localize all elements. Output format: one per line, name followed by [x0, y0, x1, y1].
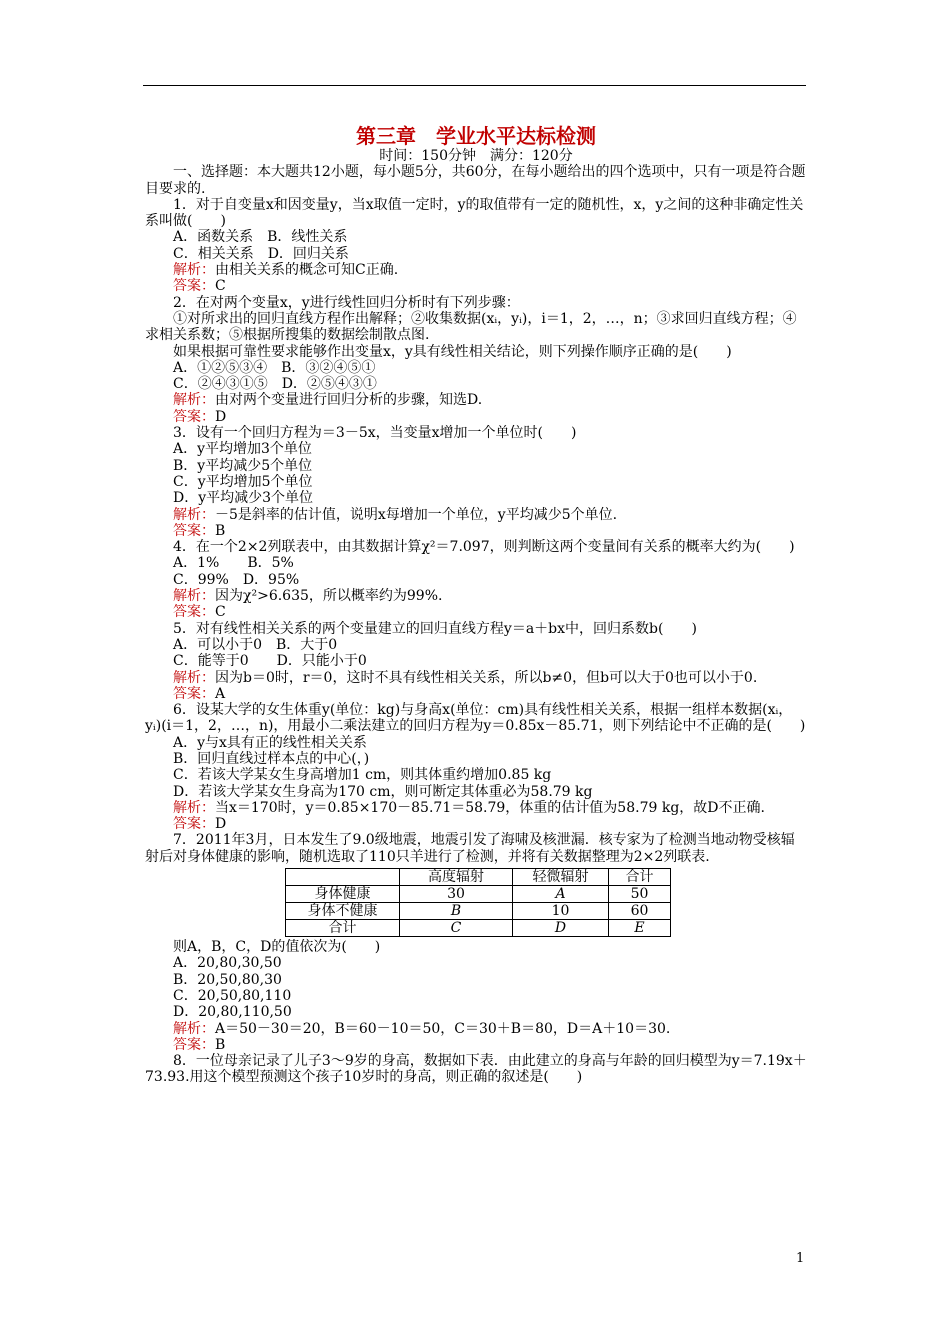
- q3-answer-value: B: [215, 522, 226, 539]
- q2-stem: 2．在对两个变量x，y进行线性回归分析时有下列步骤：: [173, 294, 520, 311]
- q2-question: 如果根据可靠性要求能够作出变量x，y具有线性相关结论，则下列操作顺序正确的是( ): [173, 343, 732, 360]
- q2-analysis: [145, 392, 807, 408]
- q4-answer-value: C: [215, 604, 226, 621]
- analysis-label: 解析：: [173, 669, 215, 686]
- q2-analysis-text: 由对两个变量进行回归分析的步骤，知选D.: [215, 392, 483, 409]
- q4-options-ab: A．1% B．5%: [173, 555, 294, 572]
- q2-answer-value: D: [215, 408, 227, 425]
- q6-option-d: D．若该大学某女生身高为170 cm，则可断定其体重必为58.79 kg: [173, 783, 593, 800]
- q3-option-a: A．y平均增加3个单位: [173, 441, 312, 458]
- q4-analysis: [145, 588, 807, 604]
- q6-option-a: A．y与x具有正的线性相关关系: [173, 734, 367, 751]
- q7-analysis: [145, 1021, 807, 1037]
- q1-options-ab: A．函数关系 B．线性关系: [173, 229, 348, 246]
- analysis-label: 解析：: [173, 506, 215, 523]
- section-intro: 一、选择题：本大题共12小题，每小题5分，共60分，在每小题给出的四个选项中，只有一项是符合题目要求的.: [145, 164, 806, 197]
- q6-option-c: C．若该大学某女生身高增加1 cm，则其体重约增加0.85 kg: [173, 767, 552, 784]
- q3-option-b: B．y平均减少5个单位: [173, 457, 313, 474]
- q3-option-c: C．y平均增加5个单位: [173, 473, 313, 490]
- q2-options-cd: C．②④③①⑤ D．②⑤④③①: [173, 376, 377, 393]
- q7-option-d: D．20,80,110,50: [173, 1004, 292, 1021]
- table-row: [286, 920, 671, 937]
- q5-stem: 5．对有线性相关关系的两个变量建立的回归直线方程y＝a＋bx中，回归系数b( ): [173, 620, 697, 637]
- table-cell: A: [513, 886, 609, 903]
- q5-options-ab: A．可以小于0 B．大于0: [173, 636, 338, 653]
- q7-stem: 7．2011年3月，日本发生了9.0级地震，地震引发了海啸及核泄漏．核专家为了检测当地动物受核辐射后对身体健康的影响，随机选取了110只羊进行了检测，并将有关数据整理为2×2列联表.: [145, 832, 795, 865]
- q5-answer: [145, 686, 807, 702]
- q5-answer-value: A: [215, 685, 226, 702]
- analysis-label: 解析：: [173, 1020, 215, 1037]
- q1-stem: 1．对于自变量x和因变量y，当x取值一定时，y的取值带有一定的随机性，x，y之间的这种非确定性关系叫做( ): [145, 196, 804, 230]
- q3-analysis: [145, 507, 807, 523]
- answer-label: 答案：: [173, 685, 215, 702]
- table-cell: C: [400, 920, 513, 937]
- table-cell: 身体不健康: [286, 903, 400, 920]
- q7-answer-value: B: [215, 1036, 226, 1053]
- q7-option-b: B．20,50,80,30: [173, 971, 282, 988]
- q1-analysis: [145, 262, 807, 278]
- q1-options-cd: C．相关关系 D．回归关系: [173, 245, 349, 262]
- q7-option-c: C．20,50,80,110: [173, 987, 292, 1004]
- q6-option-b: B．回归直线过样本点的中心(，): [173, 750, 370, 767]
- q6-analysis-text: 当x＝170时，y＝0.85×170－85.71＝58.79，体重的估计值为58.79 kg，故D不正确.: [215, 799, 765, 816]
- table-cell: E: [609, 920, 671, 937]
- table-cell: 30: [400, 886, 513, 903]
- q4-answer: [145, 604, 807, 620]
- analysis-label: 解析：: [173, 588, 215, 605]
- q7-answer: [145, 1037, 807, 1053]
- header-rule: [143, 85, 806, 86]
- table-header-cell: 高度辐射: [400, 869, 513, 886]
- q3-analysis-text: －5是斜率的估计值，说明x每增加一个单位，y平均减少5个单位.: [215, 506, 618, 523]
- q2-answer: [145, 409, 807, 425]
- q3-option-d: D．y平均减少3个单位: [173, 490, 314, 507]
- q7-analysis-text: A＝50－30＝20，B＝60－10＝50，C＝30＋B＝80，D＝A＋10＝30.: [215, 1020, 671, 1037]
- q6-stem: 6．设某大学的女生体重y(单位：kg)与身高x(单位：cm)具有线性相关关系，根据一组样本数据(xᵢ，yᵢ)(i＝1，2，…，n)，用最小二乘法建立的回归方程为y＝0.85x－85.71，则下列结论中不正确的是( ): [145, 702, 806, 735]
- document-body: [145, 124, 807, 1086]
- q1-answer: [145, 278, 807, 294]
- q8-stem: 8．一位母亲记录了儿子3～9岁的身高，数据如下表．由此建立的身高与年龄的回归模型为y＝7.19x＋73.93.用这个模型预测这个孩子10岁时的身高，则正确的叙述是( ): [145, 1053, 807, 1086]
- answer-label: 答案：: [173, 278, 215, 295]
- answer-label: 答案：: [173, 816, 215, 833]
- table-row: [286, 903, 671, 920]
- table-cell: 60: [609, 903, 671, 920]
- exam-info: 时间：150分钟 满分：120分: [379, 148, 573, 164]
- table-cell: D: [513, 920, 609, 937]
- analysis-label: 解析：: [173, 392, 215, 409]
- analysis-label: 解析：: [173, 262, 215, 279]
- answer-label: 答案：: [173, 1036, 215, 1053]
- table-row: [286, 886, 671, 903]
- table-cell: 合计: [286, 920, 400, 937]
- q4-stem: 4．在一个2×2列联表中，由其数据计算χ²＝7.097，则判断这两个变量间有关系的概率大约为( ): [173, 539, 795, 556]
- q5-analysis-text: 因为b＝0时，r＝0，这时不具有线性相关关系，所以b≠0，但b可以大于0也可以小于0.: [215, 669, 758, 686]
- q1-answer-value: C: [215, 278, 226, 295]
- q3-stem: 3．设有一个回归方程为＝3－5x，当变量x增加一个单位时( ): [173, 425, 577, 442]
- table-cell: B: [400, 903, 513, 920]
- answer-label: 答案：: [173, 522, 215, 539]
- table-header-cell: 轻微辐射: [513, 869, 609, 886]
- q3-answer: [145, 523, 807, 539]
- q2-options-ab: A．①②⑤③④ B．③②④⑤①: [173, 359, 376, 376]
- table-cell: 10: [513, 903, 609, 920]
- q5-analysis: [145, 670, 807, 686]
- q6-answer: [145, 816, 807, 832]
- table-header-row: [286, 869, 671, 886]
- q4-options-cd: C．99% D．95%: [173, 571, 300, 588]
- contingency-table: [285, 868, 671, 937]
- q2-steps: ①对所求出的回归直线方程作出解释；②收集数据(xᵢ，yᵢ)，i＝1，2，…，n；③求回归直线方程；④求相关系数；⑤根据所搜集的数据绘制散点图.: [145, 310, 797, 344]
- table-cell: 身体健康: [286, 886, 400, 903]
- q7-option-a: A．20,80,30,50: [173, 955, 282, 972]
- page-title: 第三章 学业水平达标检测: [356, 124, 596, 148]
- q4-analysis-text: 因为χ²>6.635，所以概率约为99%.: [215, 588, 443, 605]
- table-header-cell: 合计: [609, 869, 671, 886]
- analysis-label: 解析：: [173, 799, 215, 816]
- q7-question: 则A，B，C，D的值依次为( ): [173, 939, 381, 956]
- answer-label: 答案：: [173, 604, 215, 621]
- q1-analysis-text: 由相关关系的概念可知C正确.: [215, 262, 399, 279]
- table-cell: 50: [609, 886, 671, 903]
- q6-answer-value: D: [215, 816, 227, 833]
- q6-analysis: [145, 800, 807, 816]
- answer-label: 答案：: [173, 408, 215, 425]
- page-number: 1: [796, 1251, 805, 1266]
- q5-options-cd: C．能等于0 D．只能小于0: [173, 653, 367, 670]
- table-cell: [286, 869, 400, 886]
